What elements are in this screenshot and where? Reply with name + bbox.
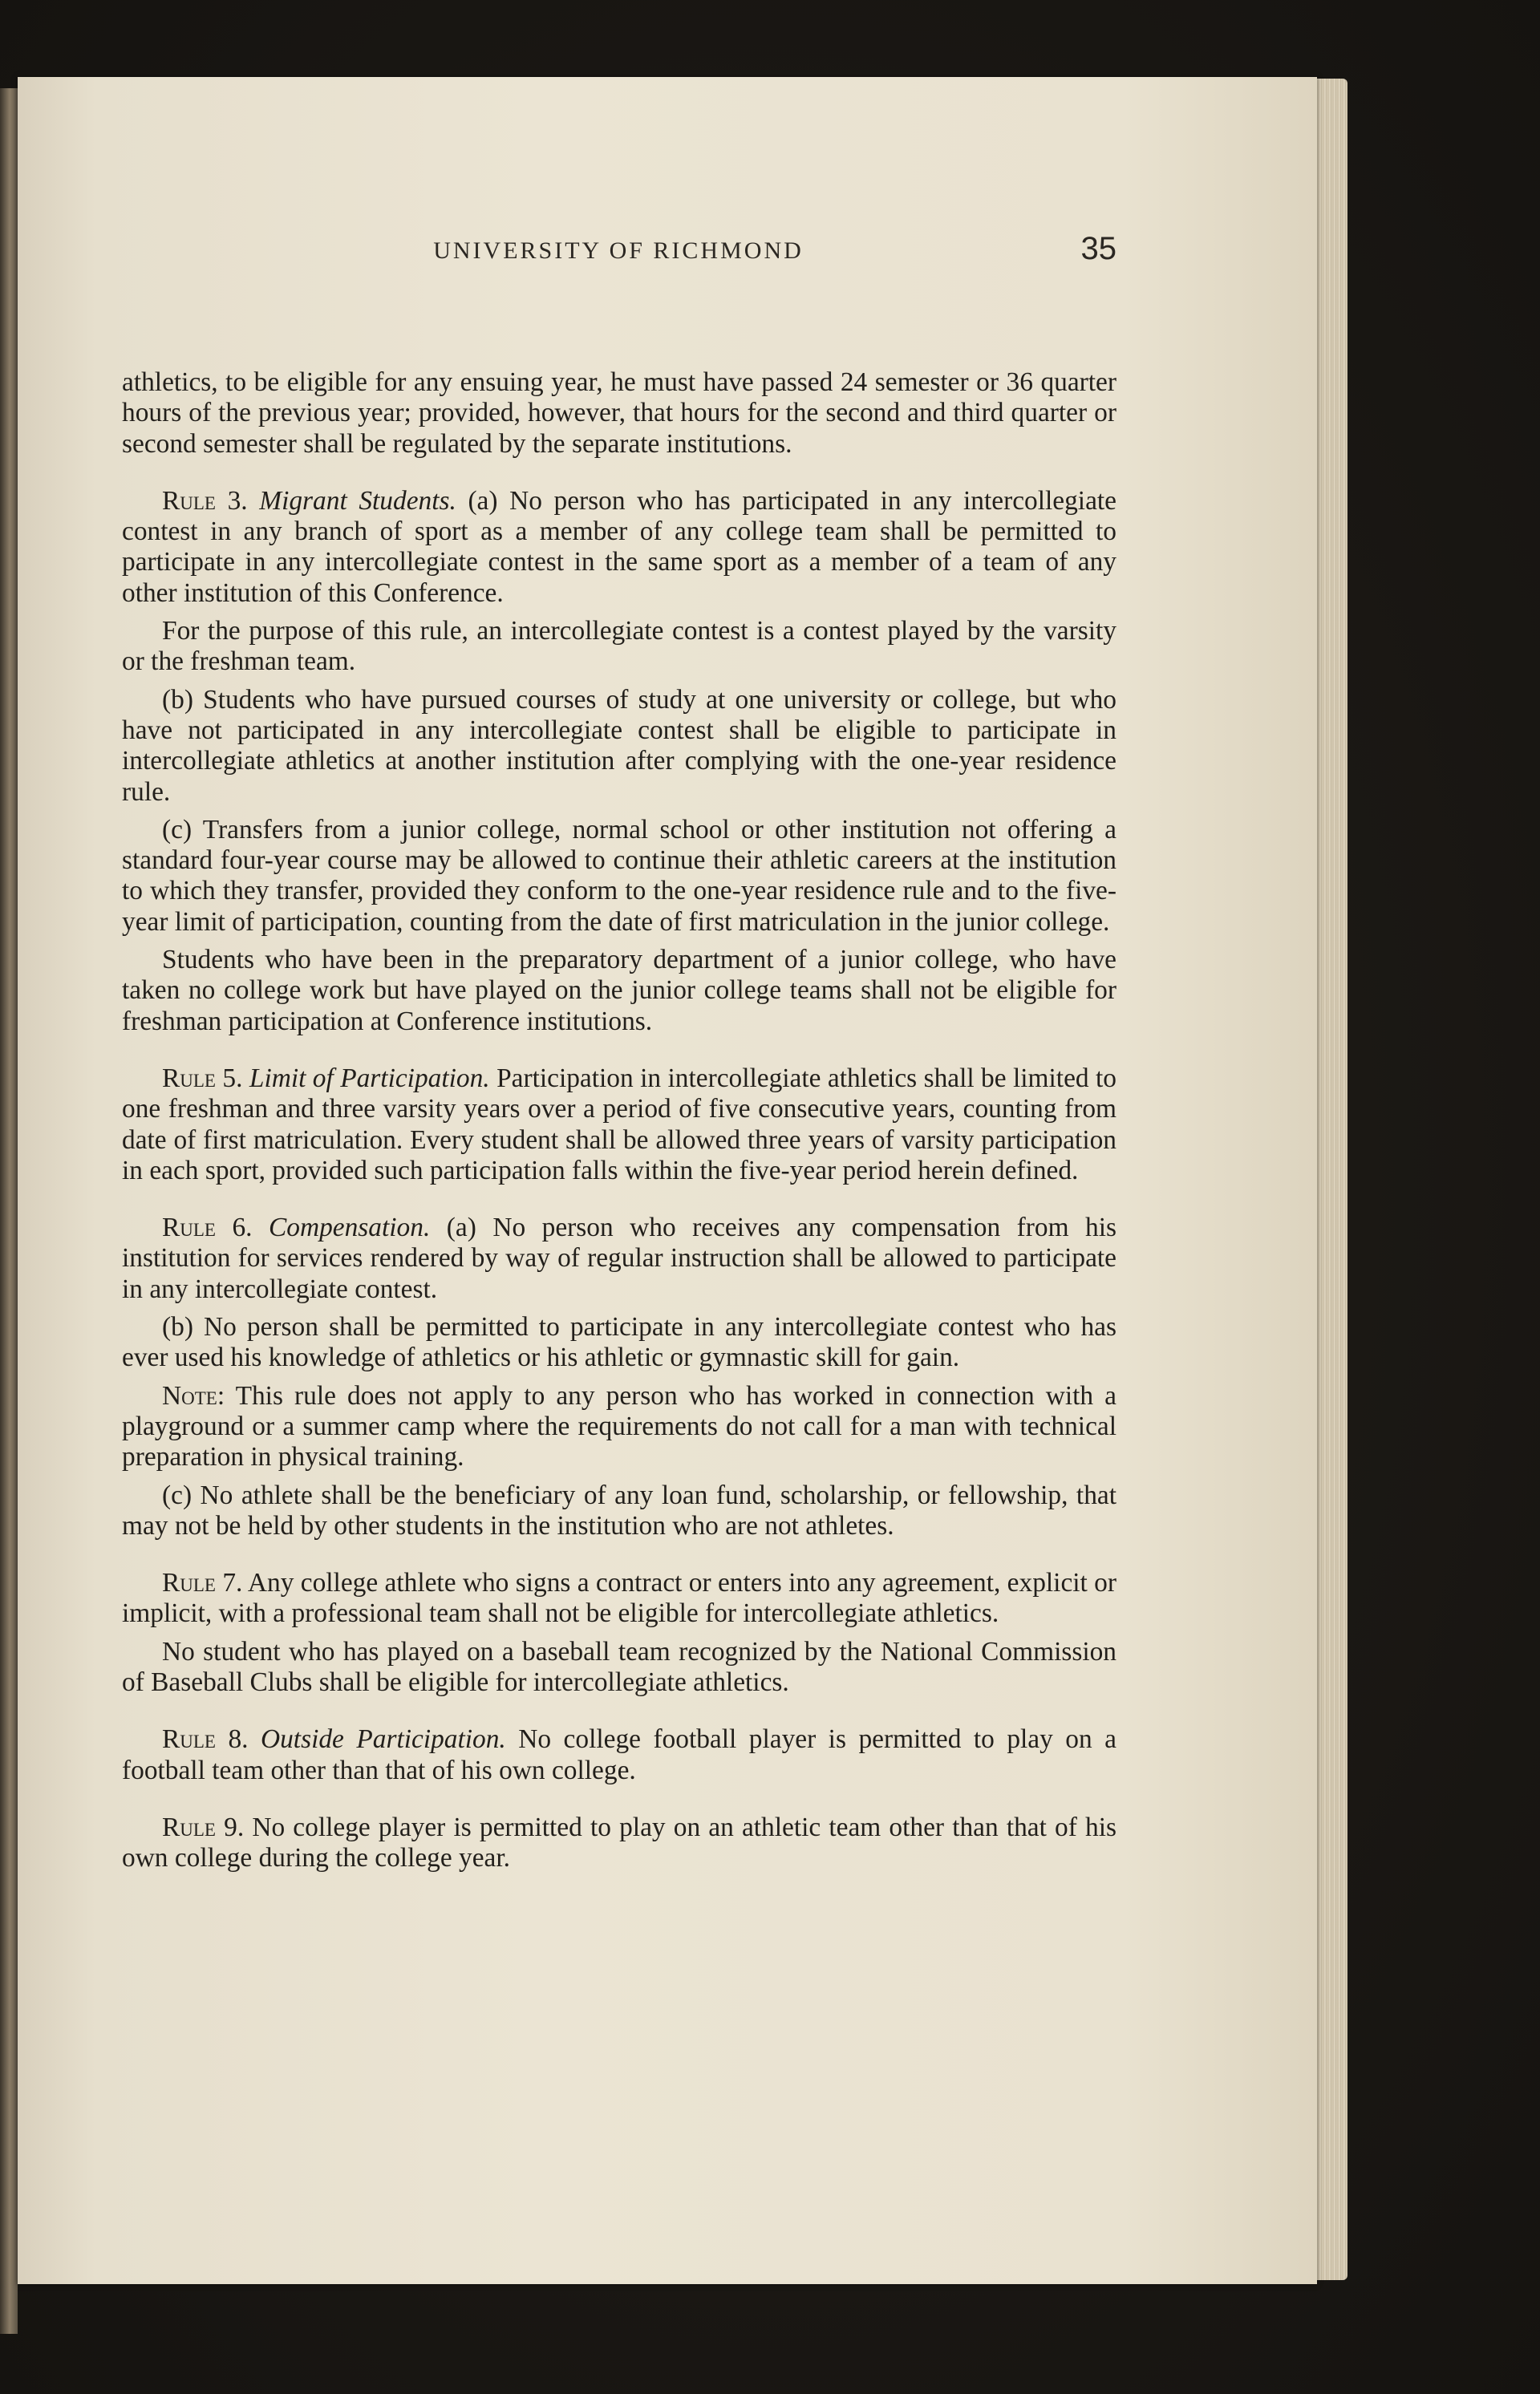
- rule-number: 8.: [215, 1724, 261, 1755]
- rule-number: 6.: [215, 1213, 270, 1243]
- rule-text: 9. No college player is permitted to play on an athletic team other than that of his own college during the college year.: [122, 1812, 1116, 1873]
- rule-number: 3.: [215, 485, 260, 516]
- rule-8-paragraph: [122, 1724, 1116, 1786]
- paragraph-rule-6-b: (b) No person shall be permitted to participate in any intercollegiate contest who has ever used his knowledge of athletics or his athletic or gymnastic skill for gain.: [122, 1312, 1116, 1373]
- rule-label: Rule: [162, 1063, 216, 1093]
- rule-text: (a) No person who receives any compensation from his institution for services rendered by way of regular instruction shall be allowed to participate in any intercollegiate contest.: [122, 1213, 1116, 1304]
- note-paragraph: [122, 1381, 1116, 1473]
- paragraph-intro: athletics, to be eligible for any ensuing year, he must have passed 24 semester or 36 quarter hours of the previous year; provided, however, that hours for the second and third quarter or second semester shall be regulated by the separate institutions.: [122, 367, 1116, 459]
- rule-title: Migrant Students.: [259, 485, 456, 516]
- paragraph-rule-6-c: (c) No athlete shall be the beneficiary of any loan fund, scholarship, or fellowship, that may not be held by other students in the institution who are not athletes.: [122, 1480, 1116, 1541]
- rule-3-paragraph: [122, 486, 1116, 609]
- paragraph-purpose: For the purpose of this rule, an intercollegiate contest is a contest played by the varsity or the freshman team.: [122, 616, 1116, 677]
- rule-6-paragraph: [122, 1213, 1116, 1305]
- rule-title: Compensation.: [269, 1213, 431, 1243]
- paragraph-baseball: No student who has played on a baseball team recognized by the National Commission of Baseball Clubs shall be eligible for intercollegiate athletics.: [122, 1636, 1116, 1697]
- rule-text: 7. Any college athlete who signs a contract or enters into any agreement, explicit or implicit, with a professional team shall not be eligible for intercollegiate athletics.: [122, 1568, 1116, 1629]
- rule-number: 5.: [215, 1063, 249, 1093]
- rule-label: Rule: [162, 485, 216, 516]
- rule-title: Outside Participation.: [261, 1724, 506, 1755]
- running-title: UNIVERSITY OF RICHMOND: [433, 237, 804, 264]
- paragraph-rule-3-c: (c) Transfers from a junior college, normal school or other institution not offering a standard four-year course may be allowed to continue their athletic careers at the institution to which they transfer, provided they conform to the one-year residence rule and to the five-year limit of participation, counting from the date of first matriculation in the junior college.: [122, 814, 1116, 937]
- rule-text: (a) No person who has participated in any intercollegiate contest in any branch of sport as a member of any college team shall be permitted to participate in any intercollegiate contest in the same sport as a member of a team of any other institution of this Conference.: [122, 485, 1116, 608]
- rule-7-paragraph: [122, 1568, 1116, 1630]
- page-body: [122, 367, 1116, 1881]
- note-label: Note: [162, 1380, 217, 1411]
- rule-title: Limit of Participation.: [249, 1063, 490, 1093]
- paragraph-preparatory: Students who have been in the preparatory department of a junior college, who have taken no college work but have played on the junior college teams shall not be eligible for freshman participation at Conference institutions.: [122, 945, 1116, 1036]
- rule-label: Rule: [162, 1568, 216, 1598]
- note-text: : This rule does not apply to any person who has worked in connection with a playground or a summer camp where the requirements do not call for a man with technical preparation in physical training.: [122, 1380, 1116, 1472]
- rule-5-paragraph: [122, 1063, 1116, 1186]
- rule-9-paragraph: [122, 1813, 1116, 1874]
- paragraph-rule-3-b: (b) Students who have pursued courses of study at one university or college, but who have not participated in any intercollegiate contest shall be eligible to participate in intercollegiate athletics at another institution after complying with the one-year residence rule.: [122, 684, 1116, 807]
- rule-label: Rule: [162, 1724, 216, 1755]
- rule-text: Participation in intercollegiate athletics shall be limited to one freshman and three varsity years over a period of five consecutive years, counting from date of first matriculation. Every student shall be allowed three years of varsity participation in each sport, provided such participation falls within the five-year period herein defined.: [122, 1063, 1116, 1185]
- rule-label: Rule: [162, 1812, 216, 1842]
- rule-label: Rule: [162, 1213, 216, 1243]
- previous-page-edge: [0, 88, 18, 2334]
- running-head: [120, 231, 1116, 279]
- rule-text: No college football player is permitted to play on a football team other than that of his own college.: [122, 1724, 1116, 1785]
- page-number: 35: [1080, 231, 1116, 266]
